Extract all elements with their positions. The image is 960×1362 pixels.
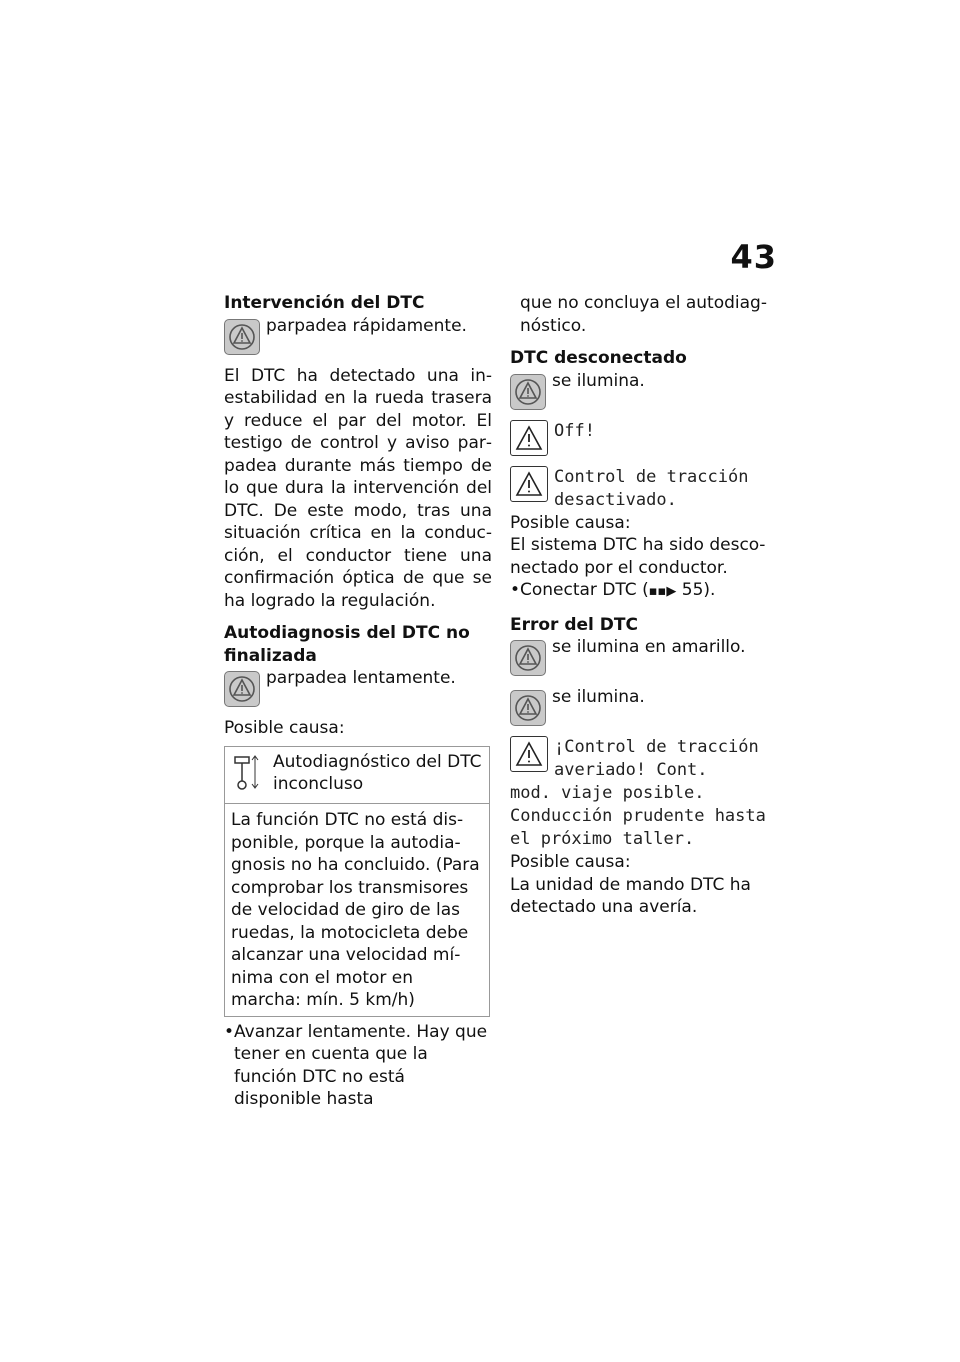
possible-cause-text: El sistema DTC ha sido desconectado por el conductor. — [510, 535, 766, 578]
note-body: La función DTC no está disponible, porque la autodiagnosis no ha concluido. (Para comprobar los transmisores de velocidad de giro de las ruedas, la motocicleta debe alcanzar una velocidad mínima con el motor en marcha: mín. 5 km/h) — [231, 810, 480, 1010]
self-diagnosis-heading: Autodiagnosis del DTC no finalizada — [224, 623, 470, 666]
dtc-intervention-indicator — [224, 315, 492, 355]
dtc-error-indicator — [510, 686, 780, 726]
indicator-state-text: parpadea rápidamente. — [266, 315, 467, 336]
display-text-line: ¡Control de tracción — [554, 737, 759, 757]
warning-triangle-icon — [510, 466, 548, 502]
dtc-warning-icon — [224, 671, 260, 707]
possible-cause-label: Posible causa: — [510, 512, 631, 533]
display-message-error — [510, 736, 780, 782]
action-text: Avanzar lentamente. Hay que tener en cuenta que la función DTC no está disponible hasta — [234, 1021, 488, 1109]
warning-triangle-icon — [510, 736, 548, 772]
dtc-intervention-description: El DTC ha detectado una inestabilidad en la rueda trasera y reduce el par del motor. El testigo de control y aviso parpadea durante más tiempo de lo que dura la intervención del DTC. De este modo, tras una situación crítica en la conducción, el conductor tiene una confirmación óptica de que se ha logrado la regulación. — [224, 365, 492, 611]
possible-cause-label: Posible causa: — [224, 718, 345, 738]
display-text: Control de tracción desactivado. — [554, 466, 749, 510]
display-text: Off! — [554, 420, 595, 441]
wheel-speed-sensor-icon — [231, 751, 273, 798]
indicator-state-text: se ilumina. — [552, 370, 645, 391]
note-header — [225, 747, 489, 805]
general-warning-icon — [510, 690, 546, 726]
possible-cause-label: Posible causa: — [510, 852, 631, 872]
indicator-state-text: se ilumina en amarillo. — [552, 637, 746, 657]
dtc-warning-icon — [224, 319, 260, 355]
self-diagnosis-indicator — [224, 667, 492, 707]
indicator-state-text: se ilumina. — [552, 687, 645, 707]
right-column — [510, 292, 780, 919]
display-text-lines — [554, 736, 759, 782]
indicator-state-text: parpadea lentamente. — [266, 668, 456, 688]
dtc-warning-icon — [510, 640, 546, 676]
dtc-intervention-heading: Intervención del DTC — [224, 293, 425, 313]
display-text-continued: mod. viaje posible. Conducción prudente hasta el próximo taller. — [510, 783, 766, 849]
note-box — [224, 746, 490, 1017]
dtc-disabled-heading: DTC desconectado — [510, 348, 687, 368]
note-title: Autodiagnóstico del DTC inconcluso — [273, 751, 482, 794]
display-text-line: averiado! Cont. — [554, 760, 708, 780]
action-text: Conectar DTC ( — [520, 580, 649, 600]
page-reference-arrow-icon: ▪▪▶ — [648, 584, 677, 599]
action-bullet — [224, 1021, 492, 1111]
page-reference: 55). — [681, 580, 716, 600]
bullet-dot: • — [224, 1021, 235, 1042]
dtc-error-heading: Error del DTC — [510, 614, 638, 635]
action-bullet — [510, 579, 780, 604]
possible-cause-text: La unidad de mando DTC ha detectado una avería. — [510, 874, 751, 917]
display-message-off — [510, 420, 780, 456]
dtc-error-indicator-yellow — [510, 636, 780, 676]
warning-triangle-icon — [510, 420, 548, 456]
dtc-warning-icon — [510, 374, 546, 410]
dtc-disabled-indicator — [510, 370, 780, 410]
left-column — [224, 292, 492, 1111]
display-message-disabled — [510, 466, 780, 512]
page-number: 43 — [730, 238, 777, 276]
continuation-text: que no concluya el autodiagnóstico. — [520, 293, 767, 336]
bullet-dot: • — [510, 580, 521, 600]
